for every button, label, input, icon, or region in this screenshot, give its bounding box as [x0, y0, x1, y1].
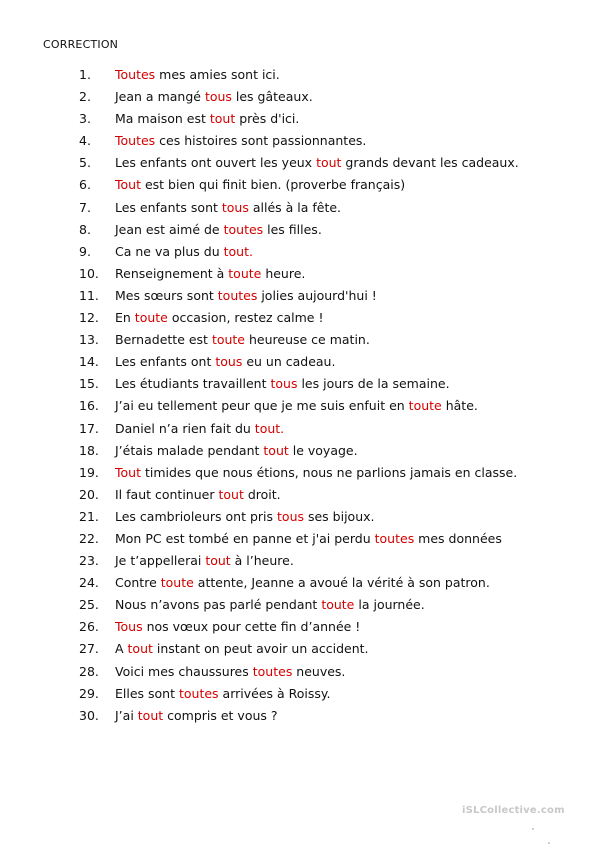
item-number: 25.: [79, 597, 99, 613]
sentence-text: mes données: [414, 530, 502, 546]
answer-word: tous: [277, 508, 304, 524]
item-sentence: [115, 241, 253, 263]
sentence-text: timides que nous étions, nous ne parlions jamais en classe.: [140, 464, 518, 480]
item-number: 10.: [79, 265, 99, 281]
list-item: [0, 528, 601, 550]
item-sentence: [115, 594, 425, 616]
item-sentence: [115, 462, 517, 484]
sentence-text: la journée.: [354, 597, 425, 613]
answer-word: toute: [321, 597, 355, 613]
item-sentence: [115, 683, 330, 705]
list-item: [0, 263, 601, 285]
sentence-text: mes amies sont ici.: [155, 67, 280, 82]
sentence-text: Contre: [115, 575, 161, 591]
list-item: [0, 130, 601, 152]
item-number: 24.: [79, 575, 99, 591]
item-number: 19.: [79, 464, 99, 480]
sentence-text: jolies aujourd'hui !: [257, 287, 377, 303]
answer-word: toutes: [374, 530, 415, 546]
item-number: 27.: [79, 641, 99, 657]
answer-word: tous: [221, 199, 249, 215]
item-number: 17.: [79, 420, 99, 436]
item-number: 1.: [79, 67, 91, 82]
sentence-text: J’ai eu tellement peur que je me suis enfuit en: [115, 398, 409, 414]
list-item: [0, 241, 601, 263]
answer-word: toutes: [252, 663, 293, 679]
item-sentence: [115, 550, 294, 572]
answer-word: tous: [215, 354, 243, 370]
sentence-text: est bien qui finit bien. (proverbe français): [140, 177, 406, 193]
answer-word: toute: [134, 310, 168, 326]
item-sentence: [115, 197, 341, 219]
sentence-text: les gâteaux.: [231, 89, 313, 105]
sentence-text: neuves.: [292, 663, 346, 679]
sentence-text: Nous n’avons pas parlé pendant: [115, 597, 322, 613]
list-item: [0, 219, 601, 241]
item-sentence: [115, 86, 313, 108]
list-item: [0, 108, 601, 130]
speck-mark: [532, 828, 534, 830]
item-sentence: [115, 329, 370, 351]
answer-word: toutes: [223, 221, 264, 237]
item-number: 6.: [79, 177, 91, 193]
list-item: [0, 661, 601, 683]
sentence-text: près d'ici.: [235, 111, 300, 127]
sentence-text: Les enfants ont: [115, 354, 216, 370]
list-item: [0, 705, 601, 727]
answer-word: toute: [408, 398, 442, 414]
item-sentence: [115, 263, 305, 285]
sentence-text: Mes sœurs sont: [115, 287, 218, 303]
item-sentence: [115, 705, 278, 727]
sentence-text: instant on peut avoir un accident.: [152, 641, 369, 657]
list-item: [0, 64, 601, 86]
item-sentence: [115, 661, 345, 683]
sentence-text: Les enfants ont ouvert les yeux: [115, 155, 317, 171]
item-sentence: [115, 484, 281, 506]
sentence-text: Bernadette est: [115, 332, 212, 348]
item-sentence: [115, 638, 369, 660]
answer-word: tout: [127, 641, 153, 657]
item-number: 28.: [79, 663, 99, 679]
list-item: [0, 395, 601, 417]
sentence-text: Daniel n’a rien fait du: [115, 420, 255, 436]
item-number: 16.: [79, 398, 99, 414]
sentence-text: Il faut continuer: [115, 486, 219, 502]
answer-word: tout: [209, 111, 236, 127]
item-sentence: [115, 108, 299, 130]
list-item: [0, 550, 601, 572]
item-number: 9.: [79, 243, 91, 259]
list-item: [0, 638, 601, 660]
item-number: 8.: [79, 221, 91, 237]
speck-mark: [548, 842, 550, 844]
answer-word: tout.: [223, 243, 253, 259]
item-sentence: [115, 130, 366, 152]
sentence-text: droit.: [243, 486, 281, 502]
item-sentence: [115, 418, 284, 440]
item-number: 11.: [79, 287, 99, 303]
item-number: 21.: [79, 508, 99, 524]
sentence-text: Les enfants sont: [115, 199, 222, 215]
answer-word: tout: [137, 707, 164, 723]
answer-word: toute: [228, 265, 262, 281]
item-sentence: [115, 572, 490, 594]
sentence-text: heureuse ce matin.: [245, 332, 370, 348]
sentence-text: Elles sont: [115, 685, 179, 701]
answer-word: Tout: [115, 464, 141, 480]
item-sentence: [115, 528, 502, 550]
watermark: iSLCollective.com: [462, 805, 565, 816]
item-number: 2.: [79, 89, 91, 105]
sentence-text: Les étudiants travaillent: [115, 376, 271, 392]
item-sentence: [115, 152, 519, 174]
sentence-text: eu un cadeau.: [242, 354, 336, 370]
sentence-text: ses bijoux.: [304, 508, 375, 524]
item-number: 3.: [79, 111, 91, 127]
sentence-text: Je t’appellerai: [115, 553, 206, 569]
answer-word: tous: [204, 89, 232, 105]
item-number: 20.: [79, 486, 99, 502]
sentence-text: Renseignement à: [115, 265, 229, 281]
sentence-text: occasion, restez calme !: [167, 310, 324, 326]
list-item: [0, 683, 601, 705]
sentence-text: Voici mes chaussures: [115, 663, 253, 679]
answer-word: toute: [160, 575, 194, 591]
item-sentence: [115, 219, 322, 241]
list-item: [0, 572, 601, 594]
sentence-text: heure.: [261, 265, 306, 281]
answer-word: tout: [205, 553, 231, 569]
item-number: 7.: [79, 199, 91, 215]
answer-word: tout.: [254, 420, 285, 436]
answer-word: tout: [218, 486, 244, 502]
sentence-text: à l’heure.: [230, 553, 294, 569]
item-number: 5.: [79, 155, 91, 171]
list-item: [0, 462, 601, 484]
item-number: 23.: [79, 553, 99, 569]
list-item: [0, 86, 601, 108]
sentence-text: allés à la fête.: [248, 199, 342, 215]
sentence-text: les filles.: [263, 221, 322, 237]
item-sentence: [115, 64, 280, 86]
item-sentence: [115, 285, 377, 307]
answer-word: tout: [263, 442, 289, 458]
sentence-text: Mon PC est tombé en panne et j'ai perdu: [115, 530, 375, 546]
sentence-text: les jours de la semaine.: [297, 376, 450, 392]
sentence-text: J’ai: [115, 707, 138, 723]
item-number: 4.: [79, 133, 91, 149]
answer-word: toute: [211, 332, 246, 348]
item-sentence: [115, 307, 323, 329]
item-number: 18.: [79, 442, 99, 458]
list-item: [0, 174, 601, 196]
list-item: [0, 616, 601, 638]
answer-word: Tous: [115, 619, 143, 635]
item-sentence: [115, 174, 405, 196]
list-item: [0, 594, 601, 616]
sentence-text: Les cambrioleurs ont pris: [115, 508, 278, 524]
item-sentence: [115, 351, 335, 373]
list-item: [0, 418, 601, 440]
sentence-text: J’étais malade pendant: [115, 442, 264, 458]
item-number: 15.: [79, 376, 99, 392]
sentence-text: Ca ne va plus du: [115, 243, 224, 259]
sentence-text: grands devant les cadeaux.: [341, 155, 519, 171]
sentence-text: arrivées à Roissy.: [218, 685, 331, 701]
item-number: 12.: [79, 310, 99, 326]
answer-word: Tout: [115, 177, 141, 193]
answer-word: Toutes: [115, 133, 156, 149]
sentence-text: Jean est aimé de: [115, 221, 224, 237]
sentence-text: En: [115, 310, 135, 326]
answer-word: toutes: [217, 287, 258, 303]
item-number: 14.: [79, 354, 99, 370]
list-item: [0, 506, 601, 528]
sentence-text: A: [115, 641, 128, 657]
sentence-text: ces histoires sont passionnantes.: [155, 133, 367, 149]
item-sentence: [115, 373, 450, 395]
answer-word: Toutes: [115, 67, 156, 82]
sentence-text: hâte.: [441, 398, 478, 414]
correction-list: [0, 64, 601, 727]
list-item: [0, 329, 601, 351]
item-sentence: [115, 440, 358, 462]
list-item: [0, 351, 601, 373]
item-number: 26.: [79, 619, 99, 635]
list-item: [0, 307, 601, 329]
sentence-text: le voyage.: [288, 442, 358, 458]
list-item: [0, 152, 601, 174]
item-sentence: [115, 506, 374, 528]
item-number: 13.: [79, 332, 99, 348]
sentence-text: nos vœux pour cette fin d’année !: [142, 619, 361, 635]
item-number: 30.: [79, 707, 99, 723]
list-item: [0, 373, 601, 395]
list-item: [0, 197, 601, 219]
item-number: 22.: [79, 530, 99, 546]
item-sentence: [115, 616, 360, 638]
list-item: [0, 440, 601, 462]
answer-word: toutes: [178, 685, 219, 701]
item-sentence: [115, 395, 478, 417]
list-item: [0, 484, 601, 506]
item-number: 29.: [79, 685, 99, 701]
sentence-text: Ma maison est: [115, 111, 210, 127]
list-item: [0, 285, 601, 307]
answer-word: tout: [316, 155, 342, 171]
answer-word: tous: [270, 376, 298, 392]
sentence-text: Jean a mangé: [115, 89, 205, 105]
page-title: CORRECTION: [43, 38, 119, 51]
sentence-text: compris et vous ?: [163, 707, 278, 723]
sentence-text: attente, Jeanne a avoué la vérité à son patron.: [193, 575, 490, 591]
